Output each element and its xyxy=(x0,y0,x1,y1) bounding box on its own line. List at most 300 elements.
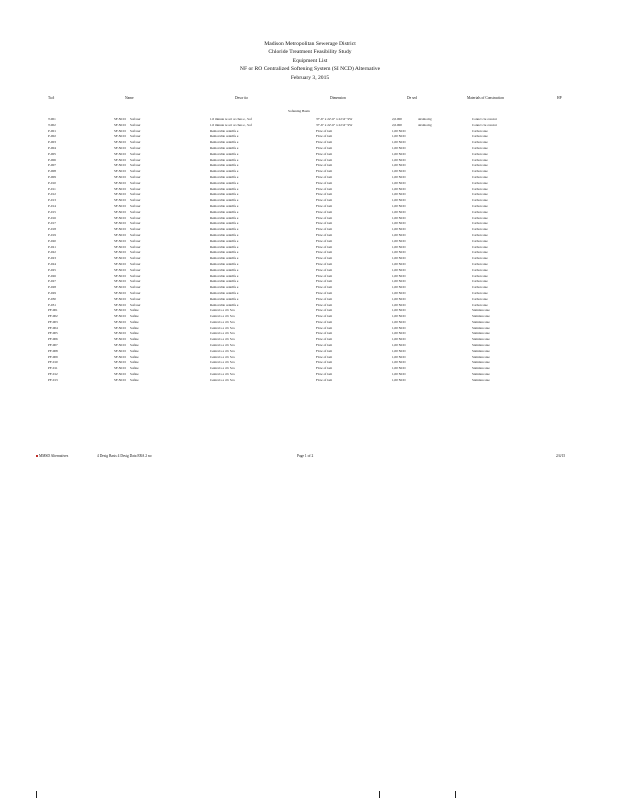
row-description: Removable centrifu e xyxy=(210,261,239,266)
row-tag: PF-004 xyxy=(48,325,58,330)
row-area: SF-NCD xyxy=(114,366,126,371)
footer-left: MMSD Alternatives xyxy=(36,454,68,458)
row-name: Softne xyxy=(130,366,139,371)
row-area: SF-NCD xyxy=(114,163,126,168)
row-tag: PF-008 xyxy=(48,348,58,353)
row-dimensions: Flow of Gm xyxy=(316,290,333,295)
row-area: SF-NCD xyxy=(114,250,126,255)
footer-mid: 4 Desig Basis 4 Desig Data ERA 2 no xyxy=(97,454,152,458)
row-tag: PF-011 xyxy=(48,366,58,371)
row-name: Softne xyxy=(130,331,139,336)
header-dimensions: Dimension xyxy=(330,96,346,100)
row-description: Central s e d b Sca xyxy=(210,319,235,324)
row-name: Soft ner xyxy=(130,238,141,243)
row-description: Central s e d b Sca xyxy=(210,366,235,371)
row-area: SF-NCD xyxy=(114,117,126,121)
row-area: SF-NCD xyxy=(114,134,126,139)
row-area: SF-NCD xyxy=(114,325,126,330)
row-area: SF-NCD xyxy=(114,290,126,295)
row-dimensions: Flow of Gm xyxy=(316,279,333,284)
row-name: Soft ner xyxy=(130,290,141,295)
row-material: Carbon stee xyxy=(472,244,488,249)
row-area: SF-NCD xyxy=(114,244,126,249)
row-tag: P-018 xyxy=(48,227,56,232)
header-name: Name xyxy=(125,96,134,100)
row-description: Central s e d b Sca xyxy=(210,314,235,319)
row-tag: PF-012 xyxy=(48,372,58,377)
row-design-value: 1,00 NCD xyxy=(392,314,406,319)
row-name: Softne xyxy=(130,377,139,382)
row-design-value: 1,00 NCD xyxy=(392,343,406,348)
row-tag: T-002 xyxy=(48,122,56,127)
row-design-value: 1,00 NCD xyxy=(392,232,406,237)
row-area: SF-NCD xyxy=(114,151,126,156)
row-dimensions: Flow of Gm xyxy=(316,360,333,365)
row-tag: T-001 xyxy=(48,117,56,121)
row-tag: P-007 xyxy=(48,163,56,168)
row-dimensions: Flow of Gm xyxy=(316,227,333,232)
row-dimensions: Flow of Gm xyxy=(316,296,333,301)
row-description: Removable centrifu e xyxy=(210,192,239,197)
row-tag: P-019 xyxy=(48,232,56,237)
row-tag: P-024 xyxy=(48,261,56,266)
row-dimensions: Flow of Gm xyxy=(316,169,333,174)
row-description: Central s e d b Sca xyxy=(210,331,235,336)
row-tag: P-009 xyxy=(48,174,56,179)
row-dimensions: Flow of Gm xyxy=(316,192,333,197)
row-tag: PF-003 xyxy=(48,319,58,324)
row-design-value: 1,00 NCD xyxy=(392,186,406,191)
row-design-value: 1,00 NCD xyxy=(392,285,406,290)
row-material: Stainless stee xyxy=(472,337,490,342)
row-material: Stainless stee xyxy=(472,319,490,324)
row-design-value: 1,00 NCD xyxy=(392,250,406,255)
row-description: Central s e d b Sca xyxy=(210,377,235,382)
row-design-unit: alrsms mg xyxy=(418,122,432,127)
row-design-value: 1,00 NCD xyxy=(392,221,406,226)
row-dimensions: Flow of Gm xyxy=(316,343,333,348)
row-name: Soft ner xyxy=(130,250,141,255)
row-material: Stainless stee xyxy=(472,331,490,336)
row-dimensions: Flow of Gm xyxy=(316,244,333,249)
row-area: SF-NCD xyxy=(114,343,126,348)
row-area: SF-NCD xyxy=(114,256,126,261)
row-dimensions: Flow of Gm xyxy=(316,372,333,377)
row-area: SF-NCD xyxy=(114,180,126,185)
row-design-value: 1,00 NCD xyxy=(392,174,406,179)
table-row xyxy=(0,378,618,384)
row-description: Removable centrifu e xyxy=(210,151,239,156)
row-dimensions: Flow of Gm xyxy=(316,354,333,359)
row-design-value: 1,00 NCD xyxy=(392,215,406,220)
row-dimensions: Flow of Gm xyxy=(316,174,333,179)
document-title xyxy=(200,40,420,82)
red-marker-icon xyxy=(36,455,38,457)
row-tag: P-017 xyxy=(48,221,56,226)
row-area: SF-NCD xyxy=(114,203,126,208)
row-tag: P-005 xyxy=(48,151,56,156)
row-tag: P-015 xyxy=(48,209,56,214)
row-material: Stainless stee xyxy=(472,377,490,382)
header-materials: Materials of Construction xyxy=(467,96,504,100)
row-tag: PF-007 xyxy=(48,343,58,348)
row-design-value: 1,00 NCD xyxy=(392,209,406,214)
row-area: SF-NCD xyxy=(114,169,126,174)
row-area: SF-NCD xyxy=(114,215,126,220)
row-name: Soft ner xyxy=(130,128,141,133)
row-area: SF-NCD xyxy=(114,232,126,237)
row-name: Soft ner xyxy=(130,198,141,203)
row-design-value: 1,00 NCD xyxy=(392,151,406,156)
row-material: Stainless stee xyxy=(472,343,490,348)
row-description: Removable centrifu e xyxy=(210,232,239,237)
row-design-value: 1,00 NCD xyxy=(392,366,406,371)
header-design: De sed xyxy=(407,96,417,100)
row-name: Soft ner xyxy=(130,157,141,162)
row-name: Soft ner xyxy=(130,209,141,214)
row-area: SF-NCD xyxy=(114,267,126,272)
row-dimensions: Flow of Gm xyxy=(316,314,333,319)
row-design-value: 2,0.000 xyxy=(392,122,402,127)
row-design-value: 1,00 NCD xyxy=(392,360,406,365)
crop-mark xyxy=(455,791,456,798)
row-description: Removable centrifu e xyxy=(210,267,239,272)
row-design-unit: alrsms mg xyxy=(418,117,432,121)
row-area: SF-NCD xyxy=(114,372,126,377)
row-design-value: 1,00 NCD xyxy=(392,290,406,295)
row-tag: PF-009 xyxy=(48,354,58,359)
row-tag: P-003 xyxy=(48,140,56,145)
row-tag: PF-010 xyxy=(48,360,58,365)
row-name: Soft ner xyxy=(130,140,141,145)
row-description: Removable centrifu e xyxy=(210,285,239,290)
row-dimensions: Flow of Gm xyxy=(316,209,333,214)
row-description: Removable centrifu e xyxy=(210,128,239,133)
row-tag: PF-001 xyxy=(48,308,58,313)
row-material: Stainless stee xyxy=(472,366,490,371)
row-area: SF-NCD xyxy=(114,279,126,284)
row-description: Removable centrifu e xyxy=(210,279,239,284)
row-description: Removable centrifu e xyxy=(210,203,239,208)
row-design-value: 2,0.000 xyxy=(392,117,402,121)
row-material: Carbon stee xyxy=(472,238,488,243)
row-name: Soft ner xyxy=(130,174,141,179)
row-area: SF-NCD xyxy=(114,337,126,342)
row-material: Carbon stee xyxy=(472,186,488,191)
row-dimensions: Flow of Gm xyxy=(316,331,333,336)
row-dimensions: Flow of Gm xyxy=(316,308,333,313)
row-dimensions: Flow of Gm xyxy=(316,273,333,278)
row-area: SF-NCD xyxy=(114,198,126,203)
row-design-value: 1,00 NCD xyxy=(392,372,406,377)
row-area: SF-NCD xyxy=(114,261,126,266)
row-dimensions: Flow of Gm xyxy=(316,267,333,272)
row-name: Softne xyxy=(130,337,139,342)
row-design-value: 1,00 NCD xyxy=(392,279,406,284)
row-name: Softne xyxy=(130,360,139,365)
row-name: Soft ner xyxy=(130,232,141,237)
row-dimensions: Flow of Gm xyxy=(316,203,333,208)
row-material: Carbon stee xyxy=(472,163,488,168)
row-material: Carbon stee xyxy=(472,250,488,255)
row-area: SF-NCD xyxy=(114,140,126,145)
row-dimensions: Flow of Gm xyxy=(316,151,333,156)
section-subheader: Softening Basin xyxy=(288,109,310,113)
row-design-value: 1,00 NCD xyxy=(392,267,406,272)
row-tag: PF-005 xyxy=(48,331,58,336)
row-tag: P-022 xyxy=(48,250,56,255)
row-design-value: 1,00 NCD xyxy=(392,319,406,324)
row-design-value: 1,00 NCD xyxy=(392,238,406,243)
title-line: NF or RO Centralized Softening System (SI NCD) Alternative xyxy=(239,66,381,73)
row-dimensions: Flow of Gm xyxy=(316,163,333,168)
row-material: Stainless stee xyxy=(472,308,490,313)
row-name: Soft ner xyxy=(130,227,141,232)
row-material: Carbon stee xyxy=(472,285,488,290)
row-description: Removable centrifu e xyxy=(210,273,239,278)
row-dimensions: Flow of Gm xyxy=(316,377,333,382)
row-dimensions: 37'-6" x 22'-6" x 22'-6" SW xyxy=(316,122,353,127)
row-material: Carbon stee xyxy=(472,157,488,162)
row-tag: P-002 xyxy=(48,134,56,139)
row-material: Carbon stee xyxy=(472,215,488,220)
row-tag: P-013 xyxy=(48,198,56,203)
row-material: Carbon stee xyxy=(472,128,488,133)
row-name: Soft ner xyxy=(130,267,141,272)
row-name: Soft ner xyxy=(130,122,141,127)
row-name: Soft ner xyxy=(130,302,141,307)
row-design-value: 1,00 NCD xyxy=(392,331,406,336)
row-tag: P-029 xyxy=(48,290,56,295)
row-area: SF-NCD xyxy=(114,227,126,232)
row-description: Removable centrifu e xyxy=(210,186,239,191)
row-area: SF-NCD xyxy=(114,377,126,382)
row-design-value: 1,00 NCD xyxy=(392,180,406,185)
row-description: Removable centrifu e xyxy=(210,244,239,249)
row-area: SF-NCD xyxy=(114,354,126,359)
row-dimensions: 37'-6" x 22'-6" x 22'-6" SW xyxy=(316,117,353,121)
row-dimensions: Flow of Gm xyxy=(316,256,333,261)
row-description: Removable centrifu e xyxy=(210,169,239,174)
row-name: Softne xyxy=(130,354,139,359)
row-name: Soft ner xyxy=(130,296,141,301)
row-description: Removable centrifu e xyxy=(210,180,239,185)
row-description: Central s e d b Sca xyxy=(210,337,235,342)
row-design-value: 1,00 NCD xyxy=(392,163,406,168)
row-area: SF-NCD xyxy=(114,308,126,313)
row-description: Central s e d b Sca xyxy=(210,348,235,353)
row-dimensions: Flow of Gm xyxy=(316,180,333,185)
title-line: Chloride Treatment Feasibility Study xyxy=(268,49,352,56)
row-material: Conncr cte concret xyxy=(472,122,497,127)
row-design-value: 1,00 NCD xyxy=(392,157,406,162)
row-name: Softne xyxy=(130,314,139,319)
row-name: Soft ner xyxy=(130,117,141,121)
row-design-value: 1,00 NCD xyxy=(392,302,406,307)
row-area: SF-NCD xyxy=(114,174,126,179)
row-material: Stainless stee xyxy=(472,314,490,319)
row-name: Soft ner xyxy=(130,261,141,266)
row-design-value: 1,00 NCD xyxy=(392,377,406,382)
row-name: Softne xyxy=(130,319,139,324)
row-tag: P-016 xyxy=(48,215,56,220)
row-dimensions: Flow of Gm xyxy=(316,238,333,243)
row-tag: P-030 xyxy=(48,296,56,301)
row-tag: P-012 xyxy=(48,192,56,197)
row-tag: P-020 xyxy=(48,238,56,243)
row-area: SF-NCD xyxy=(114,157,126,162)
row-tag: P-027 xyxy=(48,279,56,284)
row-material: Carbon stee xyxy=(472,221,488,226)
row-description: Removable centrifu e xyxy=(210,174,239,179)
row-area: SF-NCD xyxy=(114,302,126,307)
header-tag: Ta # xyxy=(48,96,55,100)
row-description: Removable centrifu e xyxy=(210,250,239,255)
title-line: Equipment List xyxy=(292,57,328,64)
row-dimensions: Flow of Gm xyxy=(316,261,333,266)
title-line: Madison Metropolitan Sewerage District xyxy=(264,41,356,47)
row-name: Soft ner xyxy=(130,244,141,249)
row-tag: P-011 xyxy=(48,186,56,191)
footer-page-number: Page 1 of 2 xyxy=(297,454,314,458)
row-area: SF-NCD xyxy=(114,238,126,243)
row-description: Removable centrifu e xyxy=(210,227,239,232)
row-design-value: 1,00 NCD xyxy=(392,134,406,139)
row-material: Carbon stee xyxy=(472,256,488,261)
crop-mark xyxy=(379,791,380,798)
row-area: SF-NCD xyxy=(114,145,126,150)
row-material: Stainless stee xyxy=(472,372,490,377)
row-description: Removable centrifu e xyxy=(210,221,239,226)
row-design-value: 1,00 NCD xyxy=(392,203,406,208)
row-design-value: 1,00 NCD xyxy=(392,348,406,353)
row-name: Soft ner xyxy=(130,169,141,174)
row-dimensions: Flow of Gm xyxy=(316,348,333,353)
row-description: Central s e d b Sca xyxy=(210,360,235,365)
row-description: Central s e d b Sca xyxy=(210,325,235,330)
row-area: SF-NCD xyxy=(114,128,126,133)
row-design-value: 1,00 NCD xyxy=(392,256,406,261)
equipment-table xyxy=(0,117,618,384)
row-description: Removable centrifu e xyxy=(210,163,239,168)
row-name: Softne xyxy=(130,348,139,353)
title-line: February 3, 2015 xyxy=(290,74,330,81)
row-design-value: 1,00 NCD xyxy=(392,169,406,174)
row-material: Carbon stee xyxy=(472,192,488,197)
row-material: Carbon stee xyxy=(472,296,488,301)
row-name: Softne xyxy=(130,372,139,377)
row-dimensions: Flow of Gm xyxy=(316,285,333,290)
row-design-value: 1,00 NCD xyxy=(392,308,406,313)
row-name: Soft ner xyxy=(130,180,141,185)
row-area: SF-NCD xyxy=(114,314,126,319)
row-material: Carbon stee xyxy=(472,302,488,307)
row-name: Soft ner xyxy=(130,279,141,284)
row-description: Removable centrifu e xyxy=(210,209,239,214)
row-name: Soft ner xyxy=(130,163,141,168)
header-description: Descr tio xyxy=(235,96,249,100)
row-material: Carbon stee xyxy=(472,267,488,272)
row-material: Carbon stee xyxy=(472,145,488,150)
row-area: SF-NCD xyxy=(114,331,126,336)
row-dimensions: Flow of Gm xyxy=(316,134,333,139)
row-design-value: 1,00 NCD xyxy=(392,273,406,278)
row-tag: P-008 xyxy=(48,169,56,174)
row-area: SF-NCD xyxy=(114,296,126,301)
row-material: Carbon stee xyxy=(472,227,488,232)
row-description: Removable centrifu e xyxy=(210,198,239,203)
row-tag: P-004 xyxy=(48,145,56,150)
row-material: Carbon stee xyxy=(472,209,488,214)
row-name: Soft ner xyxy=(130,273,141,278)
row-material: Stainless stee xyxy=(472,354,490,359)
row-description: 1.0 minute re act or ches e , Sof xyxy=(210,122,252,127)
row-dimensions: Flow of Gm xyxy=(316,186,333,191)
row-dimensions: Flow of Gm xyxy=(316,302,333,307)
row-dimensions: Flow of Gm xyxy=(316,145,333,150)
row-description: Removable centrifu e xyxy=(210,140,239,145)
row-design-value: 1,00 NCD xyxy=(392,198,406,203)
row-description: Removable centrifu e xyxy=(210,145,239,150)
row-material: Carbon stee xyxy=(472,140,488,145)
row-area: SF-NCD xyxy=(114,192,126,197)
row-material: Carbon stee xyxy=(472,174,488,179)
row-design-value: 1,00 NCD xyxy=(392,128,406,133)
row-dimensions: Flow of Gm xyxy=(316,198,333,203)
row-tag: P-026 xyxy=(48,273,56,278)
row-dimensions: Flow of Gm xyxy=(316,215,333,220)
row-description: Central s e d b Sca xyxy=(210,343,235,348)
row-design-value: 1,00 NCD xyxy=(392,261,406,266)
row-name: Soft ner xyxy=(130,256,141,261)
row-name: Soft ner xyxy=(130,151,141,156)
row-description: Removable centrifu e xyxy=(210,157,239,162)
row-design-value: 1,00 NCD xyxy=(392,296,406,301)
row-name: Soft ner xyxy=(130,186,141,191)
row-name: Softne xyxy=(130,308,139,313)
row-design-value: 1,00 NCD xyxy=(392,227,406,232)
row-description: Central s e d b Sca xyxy=(210,308,235,313)
row-dimensions: Flow of Gm xyxy=(316,337,333,342)
row-area: SF-NCD xyxy=(114,348,126,353)
row-area: SF-NCD xyxy=(114,285,126,290)
row-description: 1.0 minute re act or ches e , Sof xyxy=(210,117,252,121)
row-description: Removable centrifu e xyxy=(210,256,239,261)
row-name: Soft ner xyxy=(130,285,141,290)
row-material: Carbon stee xyxy=(472,232,488,237)
footer-date: 2/4/15 xyxy=(556,454,566,458)
row-description: Removable centrifu e xyxy=(210,238,239,243)
row-description: Removable centrifu e xyxy=(210,215,239,220)
header-hp: HP xyxy=(557,96,562,100)
row-design-value: 1,00 NCD xyxy=(392,337,406,342)
row-area: SF-NCD xyxy=(114,319,126,324)
row-material: Carbon stee xyxy=(472,151,488,156)
row-material: Carbon stee xyxy=(472,169,488,174)
row-material: Carbon stee xyxy=(472,279,488,284)
row-tag: P-014 xyxy=(48,203,56,208)
row-description: Removable centrifu e xyxy=(210,296,239,301)
row-description: Removable centrifu e xyxy=(210,290,239,295)
row-material: Carbon stee xyxy=(472,273,488,278)
row-description: Removable centrifu e xyxy=(210,302,239,307)
row-material: Conncr cte concret xyxy=(472,117,497,121)
row-dimensions: Flow of Gm xyxy=(316,250,333,255)
row-material: Stainless stee xyxy=(472,325,490,330)
row-dimensions: Flow of Gm xyxy=(316,128,333,133)
row-material: Carbon stee xyxy=(472,290,488,295)
row-tag: PF-002 xyxy=(48,314,58,319)
